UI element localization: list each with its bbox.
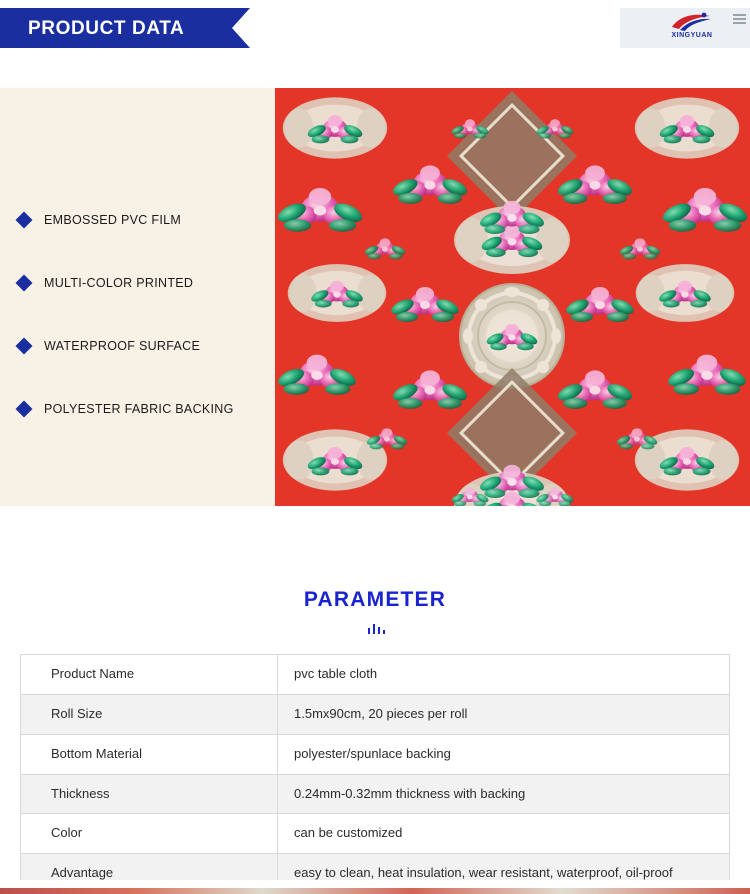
table-cell-value: 0.24mm-0.32mm thickness with backing bbox=[278, 774, 730, 814]
brand-logo bbox=[656, 12, 728, 44]
hero-section bbox=[0, 56, 750, 506]
product-image-artwork bbox=[275, 88, 750, 506]
diamond-bullet-icon bbox=[16, 211, 33, 228]
table-cell-value: easy to clean, heat insulation, wear resistant, waterproof, oil-proof bbox=[278, 854, 730, 894]
header-banner-arrow bbox=[232, 8, 250, 48]
feature-label: POLYESTER FABRIC BACKING bbox=[44, 401, 234, 416]
table-cell-value: polyester/spunlace backing bbox=[278, 734, 730, 774]
next-section-sliver bbox=[0, 880, 750, 894]
feature-item bbox=[18, 251, 276, 314]
feature-panel bbox=[0, 88, 275, 506]
diamond-bullet-icon bbox=[16, 337, 33, 354]
feature-item bbox=[18, 377, 276, 440]
diamond-bullet-icon bbox=[16, 274, 33, 291]
table-cell-value: can be customized bbox=[278, 814, 730, 854]
swoosh-logo-icon bbox=[670, 12, 712, 31]
feature-list bbox=[18, 188, 276, 440]
table-row bbox=[21, 774, 730, 814]
product-image bbox=[275, 88, 750, 506]
table-cell-key: Product Name bbox=[21, 655, 278, 695]
parameter-table bbox=[20, 654, 730, 894]
feature-label: EMBOSSED PVC FILM bbox=[44, 212, 182, 227]
feature-item bbox=[18, 188, 276, 251]
table-row bbox=[21, 814, 730, 854]
page-header bbox=[0, 0, 750, 56]
table-row bbox=[21, 655, 730, 695]
table-row bbox=[21, 694, 730, 734]
table-cell-value: 1.5mx90cm, 20 pieces per roll bbox=[278, 694, 730, 734]
table-row bbox=[21, 734, 730, 774]
title-underline-decoration bbox=[362, 622, 388, 634]
table-cell-key: Color bbox=[21, 814, 278, 854]
feature-label: MULTI-COLOR PRINTED bbox=[44, 275, 194, 290]
feature-label: WATERPROOF SURFACE bbox=[44, 338, 201, 353]
feature-item bbox=[18, 314, 276, 377]
hamburger-menu-icon[interactable] bbox=[733, 14, 746, 25]
diamond-bullet-icon bbox=[16, 400, 33, 417]
table-cell-value: pvc table cloth bbox=[278, 655, 730, 695]
table-cell-key: Thickness bbox=[21, 774, 278, 814]
table-cell-key: Bottom Material bbox=[21, 734, 278, 774]
parameter-section bbox=[0, 506, 750, 894]
brand-logo-text: XINGYUAN bbox=[671, 32, 713, 39]
parameter-title: PARAMETER bbox=[303, 588, 447, 611]
table-cell-key: Advantage bbox=[21, 854, 278, 894]
page-title: PRODUCT DATA bbox=[28, 18, 185, 39]
table-cell-key: Roll Size bbox=[21, 694, 278, 734]
